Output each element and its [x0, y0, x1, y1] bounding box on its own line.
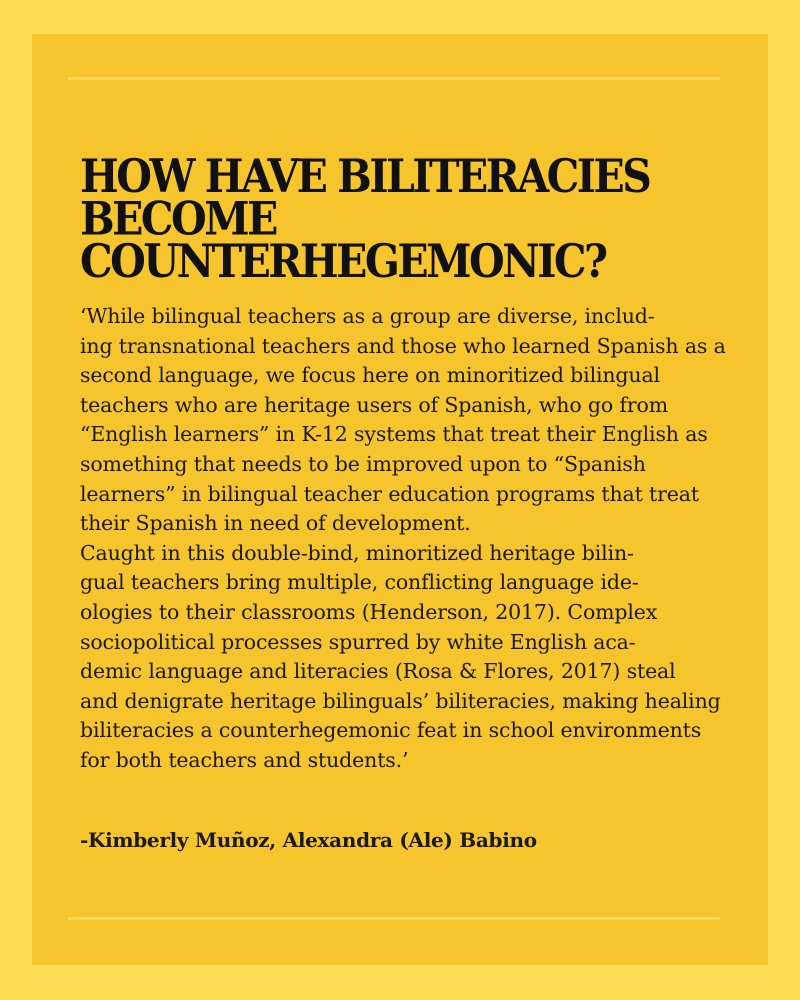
quote-card: [32, 34, 768, 965]
attribution: -Kimberly Muñoz, Alexandra (Ale) Babino: [80, 828, 537, 852]
heading: [80, 149, 680, 289]
quote-line: for both teachers and students.’: [80, 747, 409, 772]
quote-line: gual teachers bring multiple, conflicting language ide-: [80, 570, 639, 595]
quote-line: learners” in bilingual teacher education programs that treat: [80, 481, 699, 506]
bottom-divider: [68, 917, 720, 920]
quote-line: and denigrate heritage bilinguals’ biliteracies, making healing: [80, 688, 721, 713]
quote-line: second language, we focus here on minoritized bilingual: [80, 363, 660, 388]
quote-line: ing transnational teachers and those who learned Spanish as a: [80, 333, 726, 358]
quote-line: ologies to their classrooms (Henderson, 2017). Complex: [80, 599, 658, 624]
heading-line: HOW HAVE BILITERACIES: [80, 149, 650, 204]
heading-line: COUNTERHEGEMONIC?: [80, 234, 606, 289]
quote-line: demic language and literacies (Rosa & Flores, 2017) steal: [80, 659, 676, 684]
quote-line: something that needs to be improved upon to “Spanish: [80, 451, 646, 476]
quote-line: teachers who are heritage users of Spanish, who go from: [80, 392, 668, 417]
quote-line: Caught in this double-bind, minoritized heritage bilin-: [80, 540, 634, 565]
heading-line: BECOME: [80, 191, 276, 246]
top-divider: [68, 77, 720, 80]
quote-line: their Spanish in need of development.: [80, 511, 471, 536]
quote-text: [80, 302, 740, 776]
quote-line: ‘While bilingual teachers as a group are diverse, includ-: [80, 304, 655, 328]
quote-line: “English learners” in K-12 systems that treat their English as: [80, 422, 708, 447]
quote-line: sociopolitical processes spurred by white English aca-: [80, 629, 636, 654]
quote-line: biliteracies a counterhegemonic feat in school environments: [80, 718, 702, 743]
